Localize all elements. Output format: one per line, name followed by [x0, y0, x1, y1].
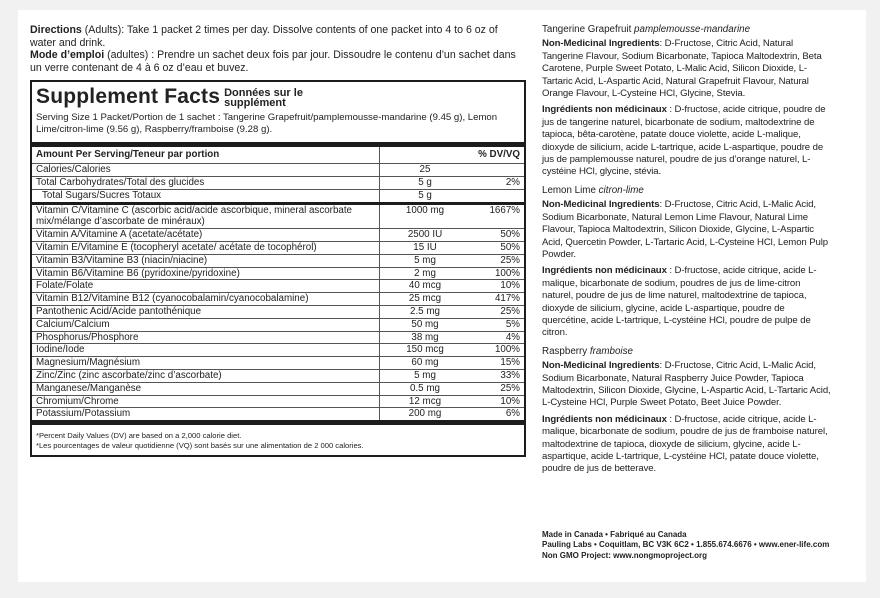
nutrient-dv: 33%	[470, 369, 524, 382]
nutrient-dv: 25%	[470, 382, 524, 395]
nmi-text: : D-Fructose, Citric Acid, L-Malic Acid, Sodium Bicarbonate, Natural Lemon Lime Flavour, Natural Lime Flavour, Tapioca Maltodextrin, Silicon Dioxide, Glycine, L-Aspartic Acid, Quercetin Powder, L-Tartaric Acid, L-Cysteine HCl, Lemon Pulp Powder.	[542, 199, 829, 260]
nutrient-amount: 15 IU	[380, 241, 471, 254]
table-header-row	[32, 147, 524, 163]
nutrient-dv: 25%	[470, 305, 524, 318]
inm-text: : D-fructose, acide citrique, acide L-malique, bicarbonate de sodium, poudres de jus de lime-citron naturel, poudre de jus de lime naturel, maltodextrine de tapioca, dioxyde de silicium, glycine, acide L-aspartique, poudre de quercétine, acide L-tartrique, L-cystéine HCl, poudre de pulpe de citron.	[542, 265, 817, 339]
table-row	[32, 176, 524, 189]
nutrient-amount: 5 mg	[380, 254, 471, 267]
nmi-text: : D-Fructose, Citric Acid, L-Malic Acid, Sodium Bicarbonate, Natural Raspberry Juice Powder, Tapioca Maltodextrin, Silicon Dioxide, Glycine, L-Aspartic Acid, L-Tartaric Acid, L-Cysteine HCl, Purple Sweet Potato, Beet Juice Powder.	[542, 360, 831, 409]
nutrient-name: Vitamin B3/Vitamine B3 (niacin/niacine)	[32, 254, 380, 267]
table-row	[32, 267, 524, 280]
table-row	[32, 408, 524, 420]
nutrient-name: Calories/Calories	[32, 164, 380, 177]
non-gmo-project: Non GMO Project: www.nongmoproject.org	[542, 550, 708, 560]
footnote-en: *Percent Daily Values (DV) are based on a 2,000 calorie diet.	[36, 431, 242, 441]
nutrient-dv: 50%	[470, 241, 524, 254]
table-row	[32, 293, 524, 306]
nutrient-dv: 100%	[470, 267, 524, 280]
nutrient-name: Pantothenic Acid/Acide pantothénique	[32, 305, 380, 318]
nutrient-name: Chromium/Chrome	[32, 395, 380, 408]
nutrient-dv: 15%	[470, 357, 524, 370]
nutrient-dv: 5%	[470, 318, 524, 331]
flavor-name: Tangerine Grapefruit	[542, 24, 635, 35]
directions-en-label: Directions	[30, 24, 82, 36]
flavor-title	[542, 346, 832, 358]
nutrient-dv	[470, 164, 524, 177]
nutrient-amount: 0.5 mg	[380, 382, 471, 395]
nutrient-name: Total Sugars/Sucres Totaux	[32, 189, 380, 203]
nutrient-dv	[470, 189, 524, 203]
directions-fr-label: Mode d’emploi	[30, 49, 105, 62]
table-row	[32, 331, 524, 344]
nutrient-dv: 6%	[470, 408, 524, 420]
table-row	[32, 395, 524, 408]
header-amount: Amount Per Serving/Teneur par portion	[32, 147, 380, 163]
flavor-block-tangerine	[542, 24, 832, 179]
table-row	[32, 254, 524, 267]
nutrient-name: Potassium/Potassium	[32, 408, 380, 420]
table-row	[32, 164, 524, 177]
nutrient-amount: 12 mcg	[380, 395, 471, 408]
inm-label: Ingrédients non médicinaux	[542, 265, 667, 277]
nutrient-amount: 60 mg	[380, 357, 471, 370]
inm-text: : D-fructose, acide citrique, acide L-malique, bicarbonate de sodium, poudre de jus de framboise naturel, maltodextrine de tapioca, dioxyde de silicium, glycine, acide L-aspartique, acide L-tartrique, L-cystéine HCl, patate douce violette, poudre de jus de betterave.	[542, 413, 828, 475]
table-row	[32, 305, 524, 318]
non-medicinal-ingredients	[542, 38, 832, 100]
nutrient-name: Magnesium/Magnésium	[32, 357, 380, 370]
nutrient-name: Vitamin C/Vitamine C (ascorbic acid/acide ascorbique, mineral ascorbate mix/mélange d’ascorbate de minéraux)	[32, 203, 380, 229]
table-row	[32, 344, 524, 357]
nutrient-amount: 5 mg	[380, 369, 471, 382]
table-row	[32, 382, 524, 395]
nutrient-amount: 38 mg	[380, 331, 471, 344]
nutrient-name: Vitamin E/Vitamine E (tocopheryl acetate/ acétate de tocophérol)	[32, 241, 380, 254]
table-row	[32, 203, 524, 229]
nutrient-dv: 25%	[470, 254, 524, 267]
directions-en-text: (Adults): Take 1 packet 2 times per day. Dissolve contents of one packet into 4 to 6 oz of water and drink.	[30, 24, 498, 49]
facts-title: Supplement Facts	[36, 85, 221, 109]
ingredients-column	[542, 24, 832, 480]
footnotes	[32, 420, 524, 455]
nutrient-name: Iodine/Iode	[32, 344, 380, 357]
flavor-name: Raspberry	[542, 345, 590, 357]
table-row	[32, 357, 524, 370]
manufacturer-info	[542, 530, 842, 561]
directions-fr-text: (adultes) : Prendre un sachet deux fois par jour. Dissoudre le contenu d’un sachet dans un verre contenant de 4 à 6 oz d’eau et buvez.	[30, 49, 516, 74]
table-row	[32, 369, 524, 382]
flavor-block-lemon-lime	[542, 185, 832, 340]
nutrient-amount: 25 mcg	[380, 293, 471, 306]
nutrient-amount: 150 mcg	[380, 344, 471, 357]
nmi-text: : D-Fructose, Citric Acid, Natural Tangerine Flavour, Sodium Bicarbonate, Tapioca Maltodextrin, Beta Carotene, Purple Sweet Potato, L-Malic Acid, Silicon Dioxide, L-Tartaric Acid, L-Aspartic Acid, Natural Grapefruit Flavour, Natural Orange Flavour, L-Cysteine HCl, Glycine, Stevia.	[542, 38, 822, 100]
ingredients-non-medicinaux	[542, 265, 832, 339]
nutrient-name: Vitamin B12/Vitamine B12 (cyanocobalamin/cyanocobalamine)	[32, 293, 380, 306]
non-medicinal-ingredients	[542, 360, 832, 410]
nutrient-dv: 50%	[470, 229, 524, 242]
supplement-facts-box	[30, 80, 526, 457]
nutrient-name: Zinc/Zinc (zinc ascorbate/zinc d’ascorbate)	[32, 369, 380, 382]
flavor-block-raspberry	[542, 346, 832, 476]
header-amount-col	[380, 147, 471, 163]
nutrient-dv: 10%	[470, 395, 524, 408]
nmi-label: Non-Medicinal Ingredients	[542, 38, 660, 50]
facts-title-fr: Données sur le supplément	[224, 87, 303, 110]
nmi-label: Non-Medicinal Ingredients	[542, 360, 660, 372]
nutrient-amount: 25	[380, 164, 471, 177]
nutrient-name: Vitamin A/Vitamine A (acetate/acétate)	[32, 229, 380, 242]
nutrient-dv: 4%	[470, 331, 524, 344]
nutrient-dv: 1667%	[470, 203, 524, 229]
nmi-label: Non-Medicinal Ingredients	[542, 199, 660, 211]
ingredients-non-medicinaux	[542, 414, 832, 476]
flavor-name-fr: framboise	[589, 345, 633, 357]
table-row	[32, 280, 524, 293]
flavor-name-fr: pamplemousse-mandarine	[634, 24, 751, 35]
inm-label: Ingrédients non médicinaux	[542, 413, 667, 425]
serving-size: Serving Size 1 Packet/Portion de 1 sachet : Tangerine Grapefruit/pamplemousse-mandarine (9.45 g), Lemon Lime/citron-lime (9.56 g), Raspberry/framboise (9.28 g).	[32, 108, 524, 147]
table-row	[32, 241, 524, 254]
nutrient-amount: 1000 mg	[380, 203, 471, 229]
inm-text: : D-fructose, acide citrique, poudre de jus de tangerine naturel, bicarbonate de sodium, maltodextrine de tapioca, bêta-carotène, patate douce violette, acide L-malique, dioxyde de silicium, acide L-tartrique, acide L-aspartique, poudre de jus de pamplemousse naturel, poudre de jus d’orange naturel, L-cystéine HCl, glycine, stévia.	[542, 104, 826, 178]
non-medicinal-ingredients	[542, 199, 832, 261]
nutrient-amount: 40 mcg	[380, 280, 471, 293]
nutrient-amount: 2 mg	[380, 267, 471, 280]
table-row	[32, 189, 524, 203]
label-panel	[18, 10, 866, 582]
nutrient-dv: 10%	[470, 280, 524, 293]
company-address: Pauling Labs • Coquitlam, BC V3K 6C2 • 1.855.674.6676 • www.ener-life.com	[542, 540, 830, 550]
nutrient-table	[32, 147, 524, 420]
nutrient-name: Calcium/Calcium	[32, 318, 380, 331]
left-column	[30, 24, 526, 457]
flavor-name-fr: citron-lime	[598, 184, 644, 196]
nutrient-name: Total Carbohydrates/Total des glucides	[32, 176, 380, 189]
footnote-fr: *Les pourcentages de valeur quotidienne (VQ) sont basés sur une alimentation de 2 000 calories.	[36, 441, 364, 451]
nutrient-name: Manganese/Manganèse	[32, 382, 380, 395]
flavor-title	[542, 24, 832, 36]
nutrient-amount: 2500 IU	[380, 229, 471, 242]
facts-header	[32, 82, 524, 108]
nutrient-amount: 5 g	[380, 176, 471, 189]
ingredients-non-medicinaux	[542, 104, 832, 178]
nutrient-name: Folate/Folate	[32, 280, 380, 293]
nutrient-name: Vitamin B6/Vitamine B6 (pyridoxine/pyridoxine)	[32, 267, 380, 280]
table-row	[32, 318, 524, 331]
nutrient-amount: 200 mg	[380, 408, 471, 420]
flavor-name: Lemon Lime	[542, 184, 599, 196]
table-row	[32, 229, 524, 242]
flavor-title	[542, 185, 832, 197]
directions	[30, 24, 526, 74]
nutrient-dv: 100%	[470, 344, 524, 357]
nutrient-dv: 2%	[470, 176, 524, 189]
header-dv: % DV/VQ	[470, 147, 524, 163]
inm-label: Ingrédients non médicinaux	[542, 104, 667, 116]
made-in-canada: Made in Canada • Fabriqué au Canada	[542, 530, 687, 539]
nutrient-amount: 5 g	[380, 189, 471, 203]
nutrient-amount: 50 mg	[380, 318, 471, 331]
nutrient-dv: 417%	[470, 293, 524, 306]
nutrient-name: Phosphorus/Phosphore	[32, 331, 380, 344]
nutrient-amount: 2.5 mg	[380, 305, 471, 318]
